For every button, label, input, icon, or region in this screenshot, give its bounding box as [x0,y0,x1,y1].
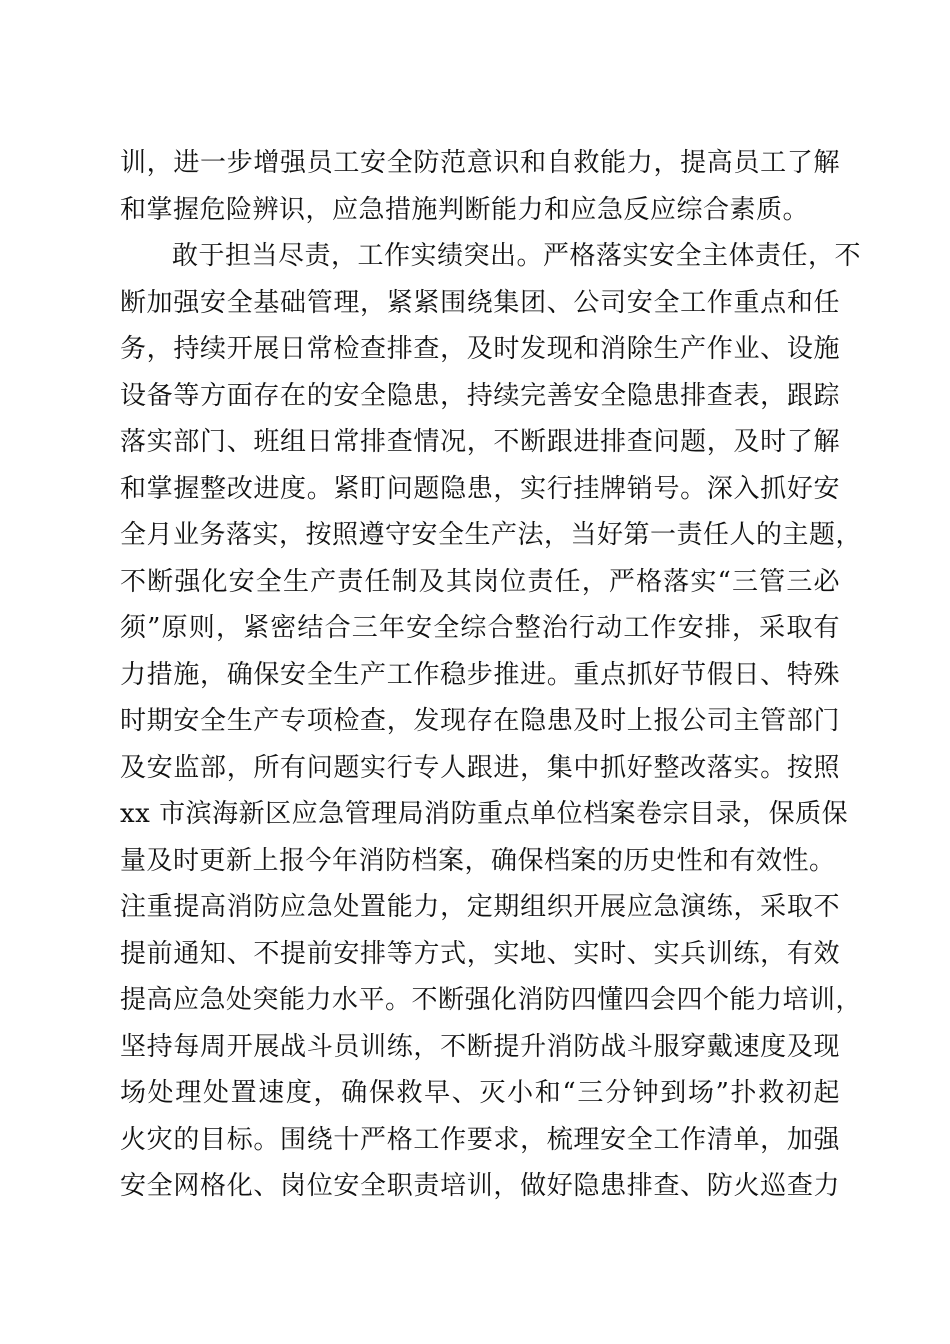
text-line: 训，进一步增强员工安全防范意识和自救能力，提高员工了解 [120,148,840,178]
text-line: 力措施，确保安全生产工作稳步推进。重点抓好节假日、特殊 [120,659,840,690]
text-line: 及安监部，所有问题实行专人跟进，集中抓好整改落实。按照 [120,752,840,783]
text-line: xx 市滨海新区应急管理局消防重点单位档案卷宗目录，保质保 [120,799,849,829]
text-line: 设备等方面存在的安全隐患，持续完善安全隐患排查表，跟踪 [120,380,840,411]
text-line: 注重提高消防应急处置能力，定期组织开展应急演练，采取不 [120,892,840,922]
text-line: 火灾的目标。围绕十严格工作要求，梳理安全工作清单，加强 [120,1124,840,1155]
text-line: 全月业务落实，按照遵守安全生产法，当好第一责任人的主题， [120,520,863,550]
body-text [120,140,863,1210]
text-line: 断加强安全基础管理，紧紧围绕集团、公司安全工作重点和任 [120,287,840,318]
text-line: 坚持每周开展战斗员训练，不断提升消防战斗服穿戴速度及现 [120,1031,840,1062]
text-line: 和掌握危险辨识，应急措施判断能力和应急反应综合素质。 [120,194,810,225]
text-line: 须”原则，紧密结合三年安全综合整治行动工作安排，采取有 [120,613,840,643]
text-line: 提前通知、不提前安排等方式，实地、实时、实兵训练，有效 [120,938,840,969]
text-line: 时期安全生产专项检查，发现存在隐患及时上报公司主管部门 [120,706,840,736]
text-line: 敢于担当尽责，工作实绩突出。严格落实安全主体责任，不 [172,241,862,271]
text-line: 不断强化安全生产责任制及其岗位责任，严格落实“三管三必 [120,566,840,597]
text-line: 落实部门、班组日常排查情况，不断跟进排查问题，及时了解 [120,427,840,457]
text-line: 和掌握整改进度。紧盯问题隐患，实行挂牌销号。深入抓好安 [120,473,840,504]
text-line: 场处理处置速度，确保救早、灭小和“三分钟到场”扑救初起 [120,1078,840,1108]
text-line: 提高应急处突能力水平。不断强化消防四懂四会四个能力培训， [120,985,863,1015]
text-line: 安全网格化、岗位安全职责培训，做好隐患排查、防火巡查力 [120,1171,840,1201]
text-line: 量及时更新上报今年消防档案，确保档案的历史性和有效性。 [120,845,836,876]
text-line: 务，持续开展日常检查排查，及时发现和消除生产作业、设施 [120,334,840,364]
